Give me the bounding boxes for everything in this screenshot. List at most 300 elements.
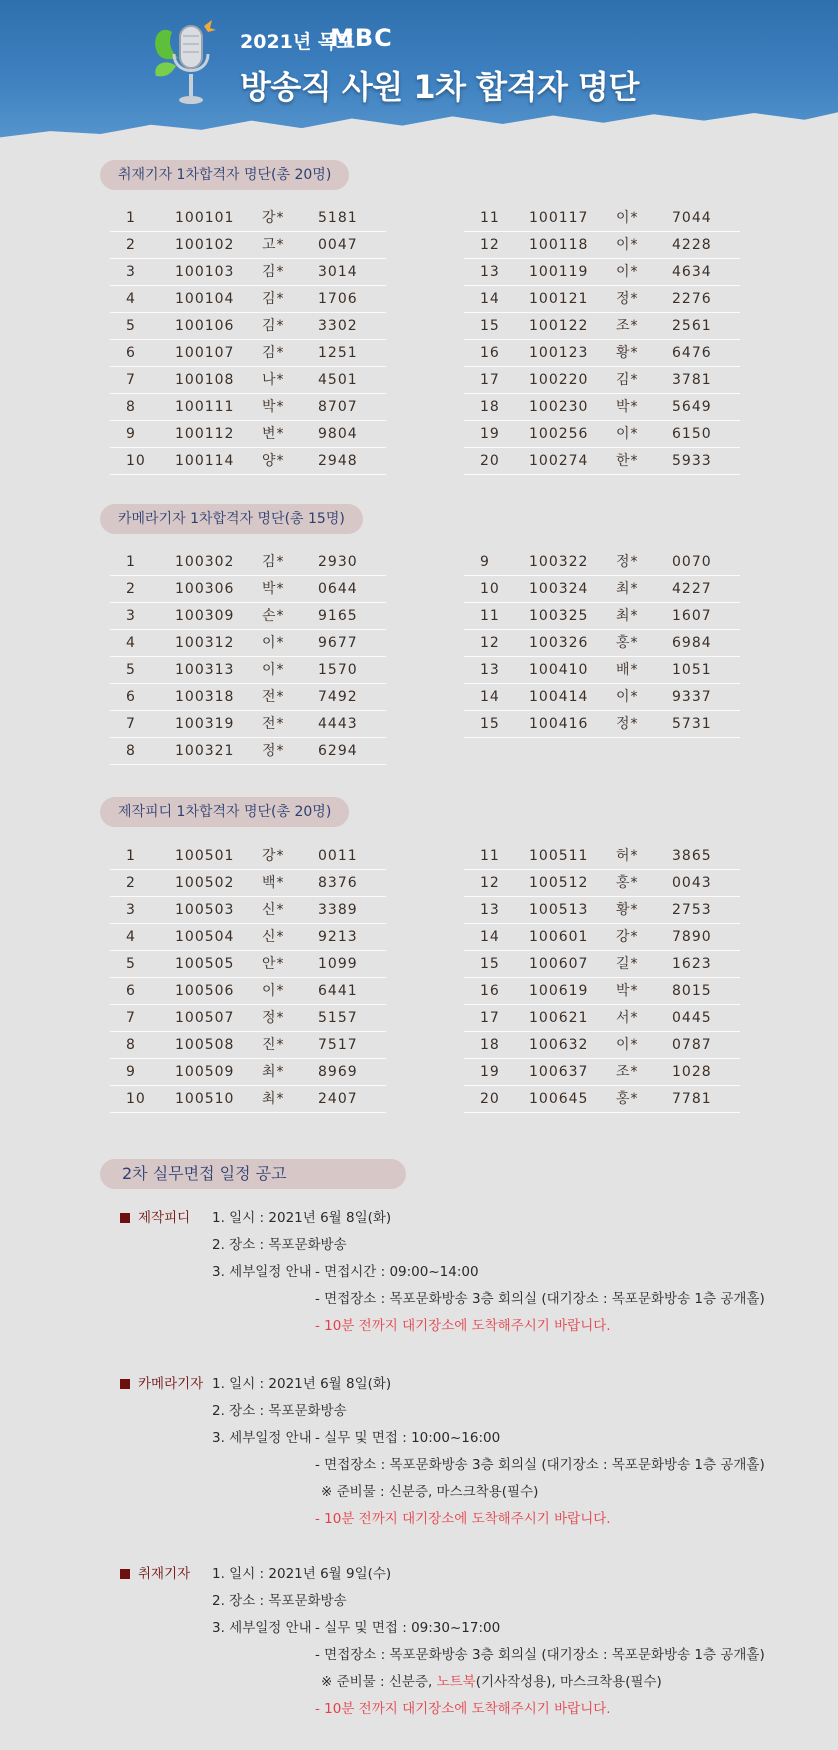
list-item: [464, 603, 740, 630]
candidate-name: 정*: [262, 743, 285, 759]
highlight-text: 노트북: [436, 1674, 476, 1690]
list-item: [464, 711, 740, 738]
exam-number: 100119: [529, 264, 589, 280]
list-item: [110, 657, 386, 684]
code: 1028: [672, 1064, 712, 1080]
candidate-name: 변*: [262, 426, 285, 442]
detail-text: (기사작성용), 마스크착용(필수): [475, 1674, 662, 1690]
row-number: 5: [126, 956, 136, 972]
notice-title: 2차 실무면접 일정 공고: [100, 1159, 406, 1189]
code: 7781: [672, 1091, 712, 1107]
row-number: 8: [126, 743, 136, 759]
exam-number: 100632: [529, 1037, 589, 1053]
row-number: 16: [480, 345, 500, 361]
row-number: 7: [126, 372, 136, 388]
list-item: [464, 286, 740, 313]
exam-number: 100106: [175, 318, 235, 334]
list-item: [110, 603, 386, 630]
candidate-name: 허*: [616, 848, 639, 864]
row-number: 12: [480, 635, 500, 651]
candidate-name: 김*: [616, 372, 639, 388]
exam-number: 100510: [175, 1091, 235, 1107]
exam-number: 100505: [175, 956, 235, 972]
list-item: [110, 897, 386, 924]
row-number: 1: [126, 848, 136, 864]
list-item: [110, 259, 386, 286]
row-number: 4: [126, 929, 136, 945]
exam-number: 100621: [529, 1010, 589, 1026]
row-number: 11: [480, 210, 500, 226]
list-item: [110, 448, 386, 475]
schedule-date: 1. 일시 : 2021년 6월 9일(수): [212, 1566, 392, 1582]
row-number: 15: [480, 318, 500, 334]
list-item: [464, 421, 740, 448]
schedule-detail-label: 3. 세부일정 안내: [212, 1430, 312, 1446]
list-item: [464, 394, 740, 421]
exam-number: 100506: [175, 983, 235, 999]
exam-number: 100509: [175, 1064, 235, 1080]
exam-number: 100512: [529, 875, 589, 891]
list-item: [110, 232, 386, 259]
list-item: [110, 421, 386, 448]
list-item: [110, 549, 386, 576]
exam-number: 100325: [529, 608, 589, 624]
code: 3389: [318, 902, 358, 918]
exam-number: 100230: [529, 399, 589, 415]
producer-list-left: [110, 843, 386, 1113]
list-item: [464, 313, 740, 340]
code: 7517: [318, 1037, 358, 1053]
exam-number: 100302: [175, 554, 235, 570]
candidate-name: 황*: [616, 345, 639, 361]
row-number: 20: [480, 1091, 500, 1107]
exam-number: 100318: [175, 689, 235, 705]
list-item: [110, 738, 386, 765]
code: 5649: [672, 399, 712, 415]
candidate-name: 백*: [262, 875, 285, 891]
exam-number: 100416: [529, 716, 589, 732]
list-item: [110, 286, 386, 313]
schedule-detail-line: - 실무 및 면접 : 09:30~17:00: [315, 1620, 501, 1636]
code: 6984: [672, 635, 712, 651]
arrival-reminder: - 10분 전까지 대기장소에 도착해주시기 바랍니다.: [315, 1318, 611, 1334]
list-item: [464, 340, 740, 367]
candidate-name: 홍*: [616, 635, 639, 651]
candidate-name: 홍*: [616, 1091, 639, 1107]
list-item: [110, 367, 386, 394]
exam-number: 100503: [175, 902, 235, 918]
mbc-logo: MBC: [330, 24, 393, 52]
list-item: [464, 657, 740, 684]
code: 5731: [672, 716, 712, 732]
schedule-detail-line: - 면접시간 : 09:00~14:00: [315, 1264, 479, 1280]
row-number: 9: [126, 1064, 136, 1080]
row-number: 14: [480, 929, 500, 945]
list-item: [464, 1005, 740, 1032]
reporter-list-left: [110, 205, 386, 475]
section-title-producer: 제작피디 1차합격자 명단(총 20명): [100, 797, 349, 827]
row-number: 2: [126, 581, 136, 597]
exam-number: 100256: [529, 426, 589, 442]
exam-number: 100321: [175, 743, 235, 759]
list-item: [110, 1059, 386, 1086]
code: 1051: [672, 662, 712, 678]
schedule-detail-label: 3. 세부일정 안내: [212, 1264, 312, 1280]
row-number: 8: [126, 399, 136, 415]
exam-number: 100319: [175, 716, 235, 732]
exam-number: 100508: [175, 1037, 235, 1053]
exam-number: 100324: [529, 581, 589, 597]
candidate-name: 홍*: [616, 875, 639, 891]
row-number: 17: [480, 1010, 500, 1026]
row-number: 18: [480, 399, 500, 415]
candidate-name: 최*: [262, 1064, 285, 1080]
code: 5157: [318, 1010, 358, 1026]
exam-number: 100414: [529, 689, 589, 705]
candidate-name: 박*: [616, 399, 639, 415]
exam-number: 100511: [529, 848, 589, 864]
candidate-name: 이*: [616, 264, 639, 280]
candidate-name: 이*: [262, 635, 285, 651]
list-item: [464, 232, 740, 259]
exam-number: 100104: [175, 291, 235, 307]
code: 7044: [672, 210, 712, 226]
row-number: 6: [126, 689, 136, 705]
candidate-name: 배*: [616, 662, 639, 678]
code: 1570: [318, 662, 358, 678]
row-number: 15: [480, 716, 500, 732]
row-number: 12: [480, 237, 500, 253]
exam-number: 100504: [175, 929, 235, 945]
code: 9677: [318, 635, 358, 651]
candidate-name: 정*: [262, 1010, 285, 1026]
schedule-detail-line: - 면접장소 : 목포문화방송 3층 회의실 (대기장소 : 목포문화방송 1층 공개홀): [315, 1291, 765, 1307]
schedule-detail-line: [321, 1671, 662, 1693]
candidate-name: 서*: [616, 1010, 639, 1026]
exam-number: 100326: [529, 635, 589, 651]
microphone-icon: [150, 14, 230, 114]
code: 6294: [318, 743, 358, 759]
code: 1706: [318, 291, 358, 307]
code: 8376: [318, 875, 358, 891]
row-number: 10: [126, 453, 146, 469]
row-number: 5: [126, 662, 136, 678]
row-number: 13: [480, 662, 500, 678]
camera-list-right: [464, 549, 740, 738]
detail-text: ※ 준비물 : 신분증,: [321, 1674, 437, 1690]
schedule-detail-line: - 면접장소 : 목포문화방송 3층 회의실 (대기장소 : 목포문화방송 1층 공개홀): [315, 1647, 765, 1663]
code: 2753: [672, 902, 712, 918]
row-number: 13: [480, 902, 500, 918]
code: 3865: [672, 848, 712, 864]
candidate-name: 이*: [616, 689, 639, 705]
candidate-name: 강*: [616, 929, 639, 945]
candidate-name: 황*: [616, 902, 639, 918]
candidate-name: 고*: [262, 237, 285, 253]
candidate-name: 강*: [262, 848, 285, 864]
exam-number: 100619: [529, 983, 589, 999]
row-number: 19: [480, 426, 500, 442]
candidate-name: 이*: [616, 426, 639, 442]
code: 2407: [318, 1091, 358, 1107]
arrival-reminder: - 10분 전까지 대기장소에 도착해주시기 바랍니다.: [315, 1701, 611, 1717]
candidate-name: 이*: [616, 237, 639, 253]
list-item: [464, 1086, 740, 1113]
code: 6150: [672, 426, 712, 442]
schedule-category: 제작피디: [138, 1210, 191, 1226]
row-number: 7: [126, 1010, 136, 1026]
candidate-name: 안*: [262, 956, 285, 972]
row-number: 3: [126, 264, 136, 280]
code: 2930: [318, 554, 358, 570]
code: 4443: [318, 716, 358, 732]
code: 5933: [672, 453, 712, 469]
code: 2561: [672, 318, 712, 334]
square-bullet-icon: [120, 1213, 130, 1223]
exam-number: 100313: [175, 662, 235, 678]
exam-number: 100114: [175, 453, 235, 469]
exam-number: 100501: [175, 848, 235, 864]
code: 0445: [672, 1010, 712, 1026]
square-bullet-icon: [120, 1379, 130, 1389]
producer-list-right: [464, 843, 740, 1113]
exam-number: 100274: [529, 453, 589, 469]
row-number: 6: [126, 345, 136, 361]
list-item: [464, 951, 740, 978]
schedule-place: 2. 장소 : 목포문화방송: [212, 1237, 347, 1253]
exam-number: 100112: [175, 426, 235, 442]
list-item: [464, 549, 740, 576]
candidate-name: 김*: [262, 264, 285, 280]
row-number: 4: [126, 291, 136, 307]
row-number: 10: [126, 1091, 146, 1107]
exam-number: 100108: [175, 372, 235, 388]
exam-number: 100607: [529, 956, 589, 972]
exam-number: 100107: [175, 345, 235, 361]
list-item: [110, 684, 386, 711]
schedule-place: 2. 장소 : 목포문화방송: [212, 1403, 347, 1419]
list-item: [110, 1005, 386, 1032]
exam-number: 100513: [529, 902, 589, 918]
list-item: [464, 684, 740, 711]
list-item: [110, 1086, 386, 1113]
code: 7492: [318, 689, 358, 705]
exam-number: 100118: [529, 237, 589, 253]
candidate-name: 박*: [616, 983, 639, 999]
code: 0644: [318, 581, 358, 597]
candidate-name: 조*: [616, 318, 639, 334]
schedule-category: 카메라기자: [138, 1376, 204, 1392]
candidate-name: 나*: [262, 372, 285, 388]
exam-number: 100123: [529, 345, 589, 361]
code: 1623: [672, 956, 712, 972]
row-number: 13: [480, 264, 500, 280]
code: 6441: [318, 983, 358, 999]
camera-list-left: [110, 549, 386, 765]
code: 3014: [318, 264, 358, 280]
list-item: [464, 978, 740, 1005]
candidate-name: 양*: [262, 453, 285, 469]
candidate-name: 한*: [616, 453, 639, 469]
list-item: [110, 924, 386, 951]
exam-number: 100122: [529, 318, 589, 334]
row-number: 14: [480, 689, 500, 705]
candidate-name: 이*: [262, 662, 285, 678]
candidate-name: 이*: [616, 210, 639, 226]
row-number: 11: [480, 608, 500, 624]
row-number: 17: [480, 372, 500, 388]
list-item: [110, 576, 386, 603]
code: 0047: [318, 237, 358, 253]
exam-number: 100121: [529, 291, 589, 307]
row-number: 9: [480, 554, 490, 570]
list-item: [464, 843, 740, 870]
list-item: [464, 448, 740, 475]
row-number: 1: [126, 554, 136, 570]
arrival-reminder: - 10분 전까지 대기장소에 도착해주시기 바랍니다.: [315, 1511, 611, 1527]
row-number: 7: [126, 716, 136, 732]
exam-number: 100306: [175, 581, 235, 597]
candidate-name: 박*: [262, 399, 285, 415]
candidate-name: 진*: [262, 1037, 285, 1053]
candidate-name: 박*: [262, 581, 285, 597]
code: 8015: [672, 983, 712, 999]
row-number: 2: [126, 237, 136, 253]
list-item: [464, 870, 740, 897]
list-item: [110, 1032, 386, 1059]
code: 9804: [318, 426, 358, 442]
code: 9337: [672, 689, 712, 705]
row-number: 8: [126, 1037, 136, 1053]
candidate-name: 김*: [262, 554, 285, 570]
list-item: [110, 711, 386, 738]
row-number: 6: [126, 983, 136, 999]
row-number: 3: [126, 902, 136, 918]
candidate-name: 조*: [616, 1064, 639, 1080]
code: 4228: [672, 237, 712, 253]
section-title-camera: 카메라기자 1차합격자 명단(총 15명): [100, 504, 363, 534]
candidate-name: 신*: [262, 929, 285, 945]
reporter-list-right: [464, 205, 740, 475]
list-item: [464, 576, 740, 603]
candidate-name: 정*: [616, 291, 639, 307]
code: 0011: [318, 848, 358, 864]
schedule-detail-line: ※ 준비물 : 신분증, 마스크착용(필수): [321, 1484, 539, 1500]
list-item: [464, 205, 740, 232]
exam-number: 100103: [175, 264, 235, 280]
schedule-category: 취재기자: [138, 1566, 191, 1582]
list-item: [110, 313, 386, 340]
schedule-detail-label: 3. 세부일정 안내: [212, 1620, 312, 1636]
candidate-name: 최*: [262, 1091, 285, 1107]
code: 4227: [672, 581, 712, 597]
candidate-name: 정*: [616, 554, 639, 570]
list-item: [464, 924, 740, 951]
code: 9213: [318, 929, 358, 945]
header-banner: [0, 0, 838, 150]
code: 7890: [672, 929, 712, 945]
row-number: 9: [126, 426, 136, 442]
list-item: [110, 340, 386, 367]
code: 0043: [672, 875, 712, 891]
square-bullet-icon: [120, 1569, 130, 1579]
list-item: [110, 205, 386, 232]
exam-number: 100322: [529, 554, 589, 570]
candidate-name: 길*: [616, 956, 639, 972]
list-item: [110, 630, 386, 657]
exam-number: 100102: [175, 237, 235, 253]
candidate-name: 김*: [262, 291, 285, 307]
row-number: 19: [480, 1064, 500, 1080]
exam-number: 100645: [529, 1091, 589, 1107]
schedule-place: 2. 장소 : 목포문화방송: [212, 1593, 347, 1609]
row-number: 2: [126, 875, 136, 891]
schedule-date: 1. 일시 : 2021년 6월 8일(화): [212, 1376, 392, 1392]
schedule-date: 1. 일시 : 2021년 6월 8일(화): [212, 1210, 392, 1226]
code: 8969: [318, 1064, 358, 1080]
row-number: 3: [126, 608, 136, 624]
exam-number: 100309: [175, 608, 235, 624]
candidate-name: 전*: [262, 716, 285, 732]
row-number: 5: [126, 318, 136, 334]
candidate-name: 김*: [262, 318, 285, 334]
row-number: 18: [480, 1037, 500, 1053]
candidate-name: 이*: [262, 983, 285, 999]
list-item: [110, 843, 386, 870]
list-item: [464, 367, 740, 394]
code: 9165: [318, 608, 358, 624]
list-item: [110, 951, 386, 978]
exam-number: 100410: [529, 662, 589, 678]
row-number: 12: [480, 875, 500, 891]
code: 5181: [318, 210, 358, 226]
candidate-name: 강*: [262, 210, 285, 226]
exam-number: 100117: [529, 210, 589, 226]
exam-number: 100312: [175, 635, 235, 651]
list-item: [464, 630, 740, 657]
list-item: [110, 394, 386, 421]
exam-number: 100220: [529, 372, 589, 388]
list-item: [110, 870, 386, 897]
code: 3781: [672, 372, 712, 388]
list-item: [110, 978, 386, 1005]
row-number: 11: [480, 848, 500, 864]
row-number: 20: [480, 453, 500, 469]
row-number: 1: [126, 210, 136, 226]
row-number: 15: [480, 956, 500, 972]
candidate-name: 이*: [616, 1037, 639, 1053]
list-item: [464, 897, 740, 924]
candidate-name: 김*: [262, 345, 285, 361]
row-number: 10: [480, 581, 500, 597]
list-item: [464, 1032, 740, 1059]
exam-number: 100507: [175, 1010, 235, 1026]
code: 1099: [318, 956, 358, 972]
schedule-detail-line: - 실무 및 면접 : 10:00~16:00: [315, 1430, 501, 1446]
exam-number: 100637: [529, 1064, 589, 1080]
exam-number: 100601: [529, 929, 589, 945]
exam-number: 100101: [175, 210, 235, 226]
code: 1607: [672, 608, 712, 624]
code: 4634: [672, 264, 712, 280]
code: 3302: [318, 318, 358, 334]
row-number: 16: [480, 983, 500, 999]
code: 1251: [318, 345, 358, 361]
code: 0070: [672, 554, 712, 570]
row-number: 14: [480, 291, 500, 307]
code: 8707: [318, 399, 358, 415]
candidate-name: 손*: [262, 608, 285, 624]
